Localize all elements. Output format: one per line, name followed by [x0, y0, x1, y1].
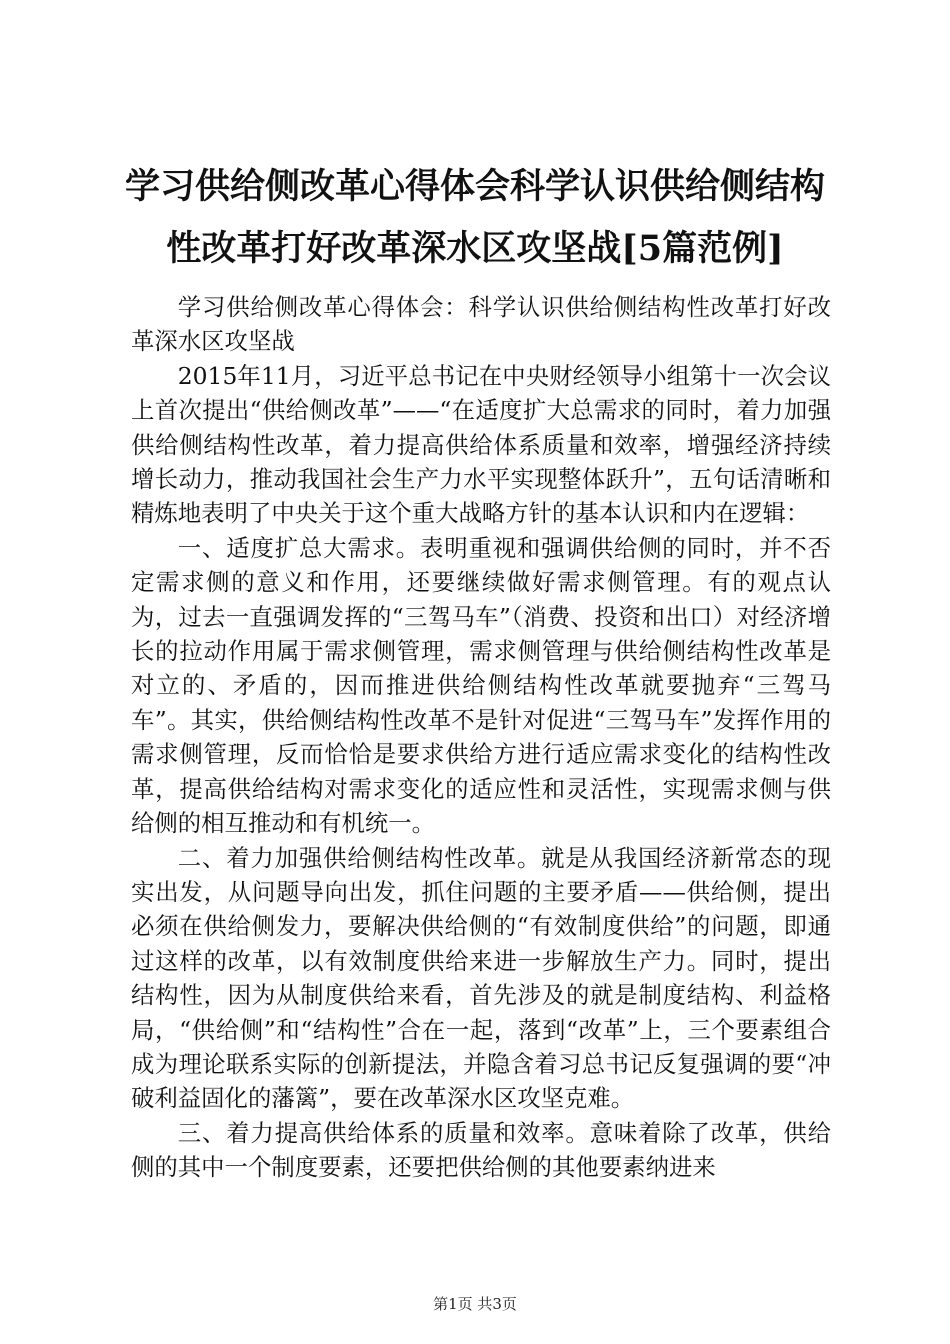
paragraph: 二、着力加强供给侧结构性改革。就是从我国经济新常态的现实出发，从问题导向出发，抓住问题的主要矛盾——供给侧，提出必须在供给侧发力，要解决供给侧的“有效制度供给”的问题，即通过这样的改革，以有效制度供给来进一步解放生产力。同时，提出结构性，因为从制度供给来看，首先涉及的就是制度结构、利益格局，“供给侧”和“结构性”合在一起，落到“改革”上，三个要素组合成为理论联系实际的创新提法，并隐含着习总书记反复强调的要“冲破利益固化的藩篱”，要在改革深水区攻坚克难。	[131, 843, 831, 1113]
document-body	[131, 290, 831, 1185]
title-line-2: 性改革打好改革深水区攻坚战[5篇范例]	[166, 228, 784, 269]
title-line-1: 学习供给侧改革心得体会科学认识供给侧结构	[124, 166, 825, 207]
document-title	[110, 156, 840, 280]
paragraph: 2015年11月，习近平总书记在中央财经领导小组第十一次会议上首次提出“供给侧改革”——“在适度扩大总需求的同时，着力加强供给侧结构性改革，着力提高供给体系质量和效率，增强经济持续增长动力，推动我国社会生产力水平实现整体跃升”，五句话清晰和精炼地表明了中央关于这个重大战略方针的基本认识和内在逻辑：	[131, 361, 831, 528]
paragraph: 一、适度扩总大需求。表明重视和强调供给侧的同时，并不否定需求侧的意义和作用，还要继续做好需求侧管理。有的观点认为，过去一直强调发挥的“三驾马车”（消费、投资和出口）对经济增长的拉动作用属于需求侧管理，需求侧管理与供给侧结构性改革是对立的、矛盾的，因而推进供给侧结构性改革就要抛弃“三驾马车”。其实，供给侧结构性改革不是针对促进“三驾马车”发挥作用的需求侧管理，反而恰恰是要求供给方进行适应需求变化的结构性改革，提高供给结构对需求变化的适应性和灵活性，实现需求侧与供给侧的相互推动和有机统一。	[131, 533, 831, 838]
paragraph: 学习供给侧改革心得体会：科学认识供给侧结构性改革打好改革深水区攻坚战	[131, 293, 831, 356]
page-number-footer: 第1页 共3页	[433, 1295, 517, 1313]
paragraph: 三、着力提高供给体系的质量和效率。意味着除了改革，供给侧的其中一个制度要素，还要把供给侧的其他要素纳进来	[131, 1118, 831, 1182]
